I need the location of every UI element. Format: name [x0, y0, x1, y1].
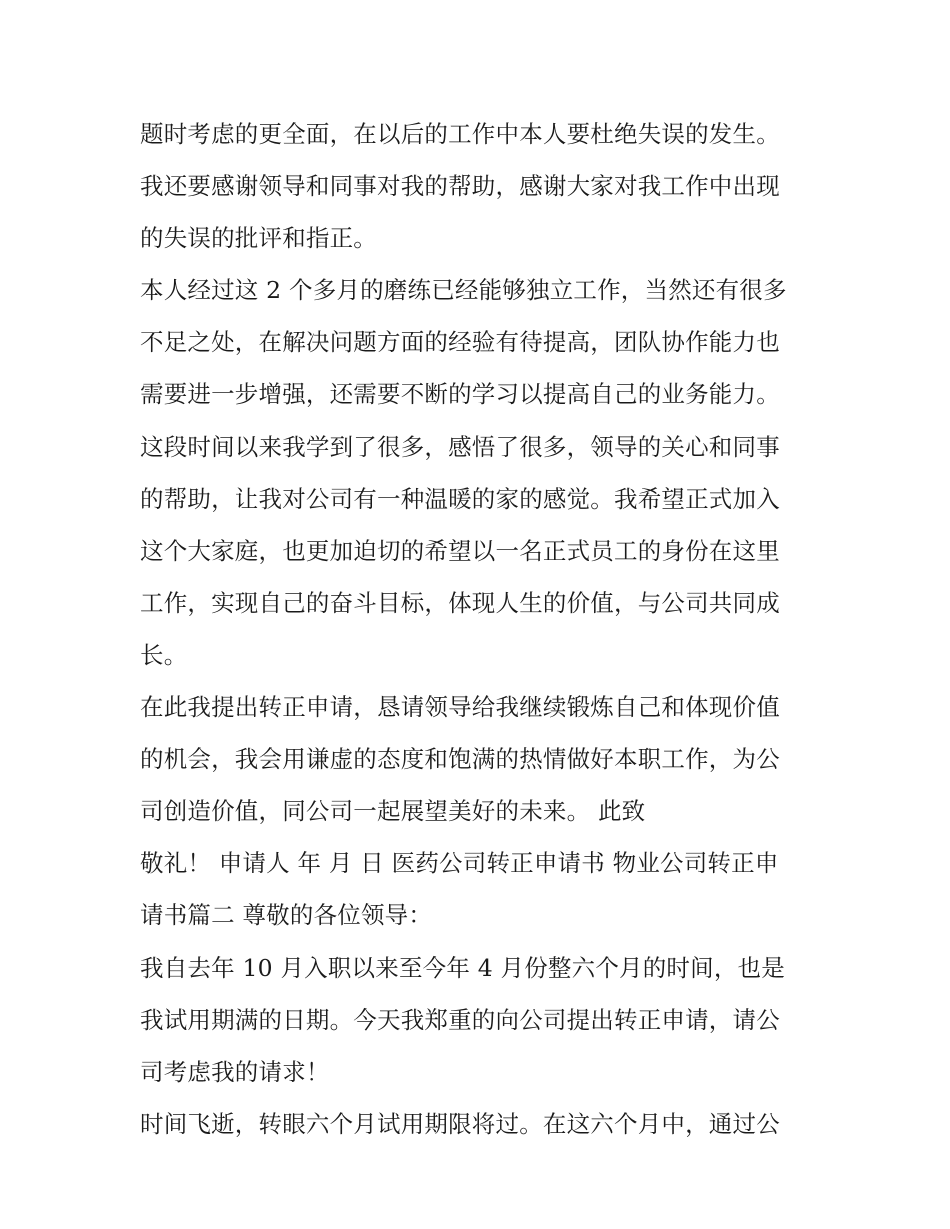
text-line: 的机会，我会用谦虚的态度和饱满的热情做好本职工作，为公	[140, 745, 780, 774]
text-line: 这段时间以来我学到了很多，感悟了很多，领导的关心和同事	[140, 432, 780, 461]
text-line: 本人经过这 2 个多月的磨练已经能够独立工作，当然还有很多	[140, 276, 787, 305]
text-line: 敬礼！ 申请人 年 月 日 医药公司转正申请书 物业公司转正申	[140, 849, 779, 878]
text-line: 的帮助，让我对公司有一种温暖的家的感觉。我希望正式加入	[140, 484, 780, 513]
text-line: 的失误的批评和指正。	[140, 224, 377, 253]
text-line: 我自去年 10 月入职以来至今年 4 月份整六个月的时间，也是	[140, 953, 785, 982]
text-line: 在此我提出转正申请，恳请领导给我继续锻炼自己和体现价值	[140, 693, 780, 722]
text-line: 不足之处，在解决问题方面的经验有待提高，团队协作能力也	[140, 328, 780, 357]
text-line: 题时考虑的更全面，在以后的工作中本人要杜绝失误的发生。	[140, 120, 780, 148]
text-line: 需要进一步增强，还需要不断的学习以提高自己的业务能力。	[140, 380, 780, 409]
text-line: 司创造价值，同公司一起展望美好的未来。 此致	[140, 797, 646, 826]
text-line: 时间飞逝，转眼六个月试用期限将过。在这六个月中，通过公	[140, 1109, 780, 1138]
text-line: 工作，实现自己的奋斗目标，体现人生的价值，与公司共同成	[140, 588, 780, 617]
document-body	[140, 108, 815, 1150]
text-line: 长。	[140, 640, 188, 669]
text-line: 请书篇二 尊敬的各位领导：	[140, 901, 433, 930]
text-line: 我还要感谢领导和同事对我的帮助，感谢大家对我工作中出现	[140, 172, 780, 201]
text-line: 我试用期满的日期。今天我郑重的向公司提出转正申请，请公	[140, 1005, 780, 1034]
text-line: 这个大家庭，也更加迫切的希望以一名正式员工的身份在这里	[140, 536, 780, 565]
text-line: 司考虑我的请求！	[140, 1057, 330, 1086]
